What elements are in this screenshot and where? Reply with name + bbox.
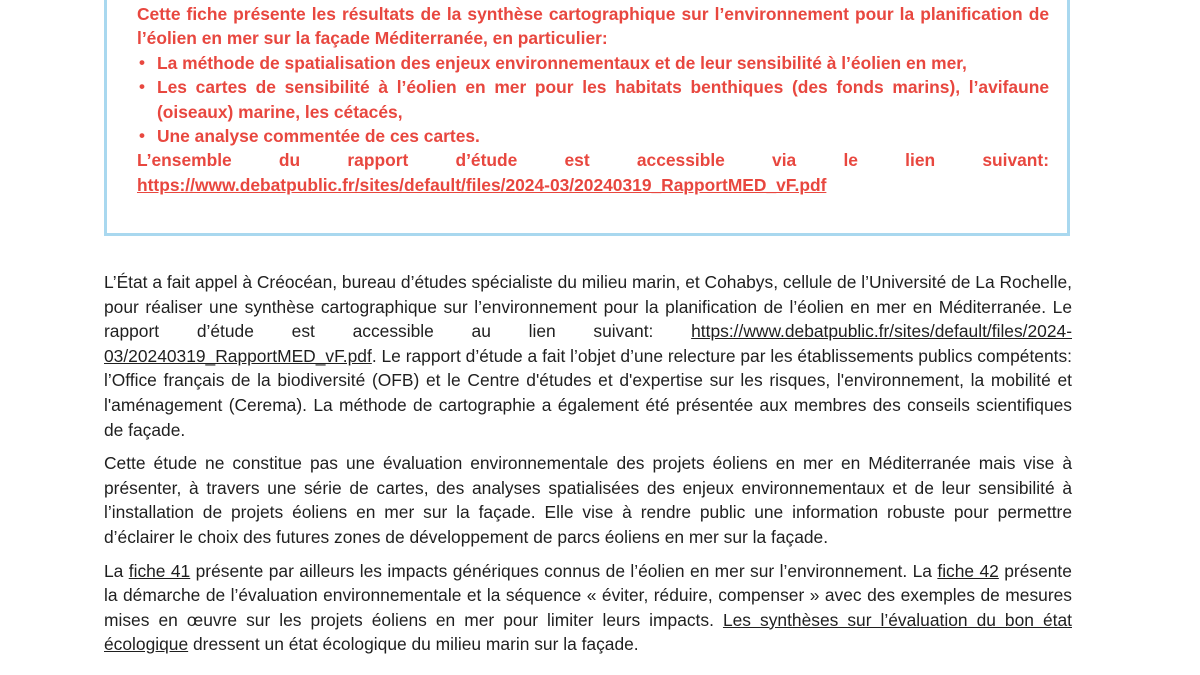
- paragraph-3-text: La: [104, 560, 124, 581]
- syntheses-link[interactable]: Les synthèses sur l’évaluation du bon état écologique: [104, 609, 1072, 655]
- bullet-icon: •: [139, 126, 145, 146]
- paragraph-1-text: L’État a fait appel à Créocéan, bureau d’études spécialiste du milieu marin, et Cohabys, cellule de l’Université de La Rochelle, pour réaliser une synthèse cartographique sur l’environnement pour la planification de l’éolien en mer en Méditerranée. Le rapport d’étude est accessible au lien suivant:: [104, 272, 1072, 342]
- info-box: [104, 0, 1070, 236]
- paragraph-3-text: présente par ailleurs les impacts génériques connus de l’éolien en mer sur l’environnement. La: [195, 560, 932, 581]
- list-item-text: Les cartes de sensibilité à l’éolien en mer pour les habitats benthiques (des fonds marins), l’avifaune (oiseaux) marine, les cétacés,: [157, 77, 1049, 122]
- paragraph-3-text: dressent un état écologique du milieu marin sur la façade.: [192, 634, 639, 655]
- report-link[interactable]: https://www.debatpublic.fr/sites/default/files/2024-03/20240319_RapportMED_vF.pdf: [137, 174, 827, 195]
- info-box-content: [137, 2, 1049, 197]
- list-item: [137, 124, 1049, 148]
- link-sentence: L’ensemble du rapport d’étude est accessible via le lien suivant:: [137, 150, 1049, 171]
- list-item-text: Une analyse commentée de ces cartes.: [157, 126, 480, 147]
- info-box-intro: Cette fiche présente les résultats de la synthèse cartographique sur l’environnement pour la planification de l’éolien en mer sur la façade Méditerranée, en particulier:: [137, 4, 1049, 49]
- info-box-bullet-list: [137, 51, 1049, 149]
- paragraph-2: Cette étude ne constitue pas une évaluation environnementale des projets éoliens en mer en Méditerranée mais vise à présenter, à travers une série de cartes, des analyses spatialisées des enjeux environnementaux et de leur sensibilité à l’installation de projets éoliens en mer sur la façade. Elle vise à rendre public une information robuste pour permettre d’éclairer le choix des futures zones de développement de parcs éoliens en mer sur la façade.: [104, 453, 1072, 547]
- info-box-link-paragraph: [137, 148, 1049, 197]
- paragraph-3-text: présente la démarche de l’évaluation environnementale et la séquence « éviter, réduire, compenser » avec des exemples de mesures mises en œuvre sur les projets éoliens en mer pour limiter leurs impacts.: [104, 560, 1072, 630]
- fiche-42-link[interactable]: fiche 42: [937, 560, 999, 581]
- fiche-41-link[interactable]: fiche 41: [128, 560, 191, 581]
- paragraph-1: [104, 270, 1072, 442]
- main-text: [104, 270, 1072, 666]
- list-item: [137, 75, 1049, 124]
- paragraph-3: [104, 559, 1072, 657]
- list-item: [137, 51, 1049, 75]
- paragraph-1-text-end: . Le rapport d’étude a fait l’objet d’une relecture par les établissements publics compétents: l’Office français de la biodiversité (OFB) et le Centre d'études et d'expertise sur les risques, l'environnement, la mobilité et l'aménagement (Cerema). La méthode de cartographie a également été présentée aux membres des conseils scientifiques de façade.: [104, 345, 1072, 440]
- bullet-icon: •: [139, 77, 145, 97]
- bullet-icon: •: [139, 52, 145, 72]
- report-link-inline[interactable]: https://www.debatpublic.fr/sites/default/files/2024-03/20240319_RapportMED_vF.pdf: [104, 321, 1072, 366]
- list-item-text: La méthode de spatialisation des enjeux environnementaux et de leur sensibilité à l’éolien en mer,: [157, 52, 967, 73]
